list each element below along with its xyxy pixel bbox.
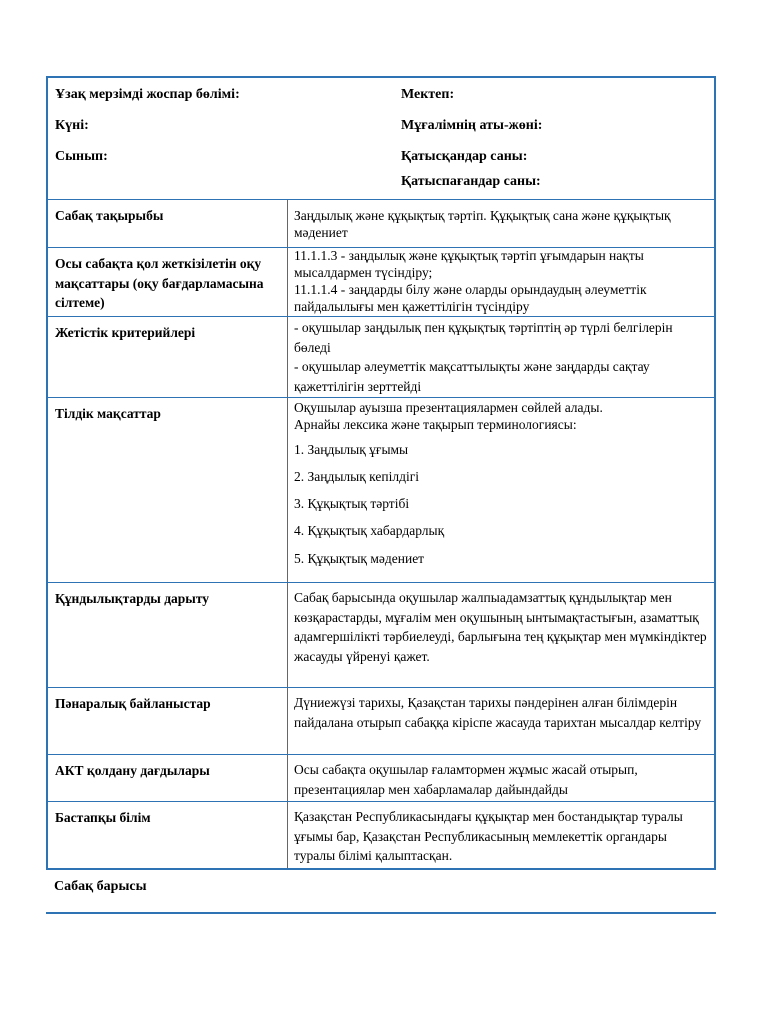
class-label: Сынып: (55, 149, 108, 164)
list-item: 1. Заңдылық ұғымы (294, 441, 409, 457)
language-goals-label: Тілдік мақсаттар (48, 398, 288, 582)
table-row (48, 248, 714, 317)
topic-label: Сабақ тақырыбы (48, 200, 288, 247)
table-row (48, 802, 714, 868)
criteria-label: Жетістік критерийлері (48, 317, 288, 397)
criteria-line: - оқушылар заңдылық пен құқықтық тәртіптің әр түрлі белгілерін бөледі (294, 320, 673, 355)
ict-label: АКТ қолдану дағдылары (48, 755, 288, 801)
divider (46, 912, 716, 914)
values-label: Құндылықтарды дарыту (48, 583, 288, 687)
prior-knowledge-value: Қазақстан Республикасындағы құқықтар мен бостандықтар туралы ұғымы бар, Қазақстан Республикасының мемлекеттік органдары туралы білімі қалыптасқан. (294, 809, 683, 864)
table-row (48, 398, 714, 583)
language-goals-value (288, 398, 714, 582)
interdisciplinary-value: Дүниежүзі тарихы, Қазақстан тарихы пәндерінен алған білімдерін пайдалана отырып сабаққа кіріспе жасауда тарихтан мысалдар келтіру (294, 695, 702, 730)
table-row (48, 200, 714, 248)
list-item: 3. Құқықтық тәртібі (294, 496, 410, 512)
lesson-plan-table (46, 76, 716, 870)
language-intro-line: Арнайы лексика және тақырып терминологиясы: (294, 416, 577, 432)
plan-header (48, 78, 714, 200)
language-intro-line: Оқушылар ауызша презентациялармен сөйлей алады. (294, 400, 603, 415)
table-row (48, 583, 714, 688)
topic-value: Заңдылық және құқықтық тәртіп. Құқықтық сана және құқықтық мәдениет (294, 208, 671, 240)
lesson-progress-title: Сабақ барысы (54, 879, 147, 894)
table-row (48, 317, 714, 398)
objective-line: 11.1.1.4 - заңдарды білу және оларды орындаудың әлеуметтік пайдалылығы мен қажеттілігін түсіндіру (294, 281, 647, 314)
teacher-label: Мұғалімнің аты-жөні: (401, 118, 543, 133)
ict-value: Осы сабақта оқушылар ғаламтормен жұмыс жасай отырып, презентациялар мен хабарламалар дайындайды (294, 762, 638, 797)
present-count-label: Қатысқандар саны: (401, 149, 528, 164)
list-item: 2. Заңдылық кепілдігі (294, 468, 419, 484)
interdisciplinary-label: Пәнаралық байланыстар (48, 688, 288, 754)
date-label: Күні: (55, 118, 89, 133)
table-row (48, 755, 714, 802)
objective-line: 11.1.1.3 - заңдылық және құқықтық тәртіп ұғымдарын нақты мысалдармен түсіндіру; (294, 248, 644, 280)
list-item: 5. Құқықтық мәдениет (294, 550, 425, 566)
absent-count-label: Қатыспағандар саны: (401, 174, 541, 189)
objectives-label: Осы сабақта қол жеткізілетін оқу мақсаттары (оқу бағдарламасына сілтеме) (48, 248, 288, 316)
school-label: Мектеп: (401, 87, 455, 102)
criteria-value (288, 317, 714, 397)
prior-knowledge-label: Бастапқы білім (48, 802, 288, 868)
objectives-value (288, 248, 714, 316)
criteria-line: - оқушылар әлеуметтік мақсаттылықты және заңдарды сақтау қажеттілігін зерттейді (294, 359, 650, 394)
table-row (48, 688, 714, 755)
plan-rows (48, 200, 714, 868)
plan-section-label: Ұзақ мерзімді жоспар бөлімі: (55, 87, 240, 102)
values-value: Сабақ барысында оқушылар жалпыадамзаттық құндылықтар мен көзқарастарды, мұғалім мен оқушының ынтымақтастығын, азаматтық адамгершілікті тәрбиелеуді, барлығына тең құқықтар мен мүмкіндіктер жасауды үйренуі қажет. (294, 590, 707, 664)
list-item: 4. Құқықтық хабардарлық (294, 523, 445, 539)
